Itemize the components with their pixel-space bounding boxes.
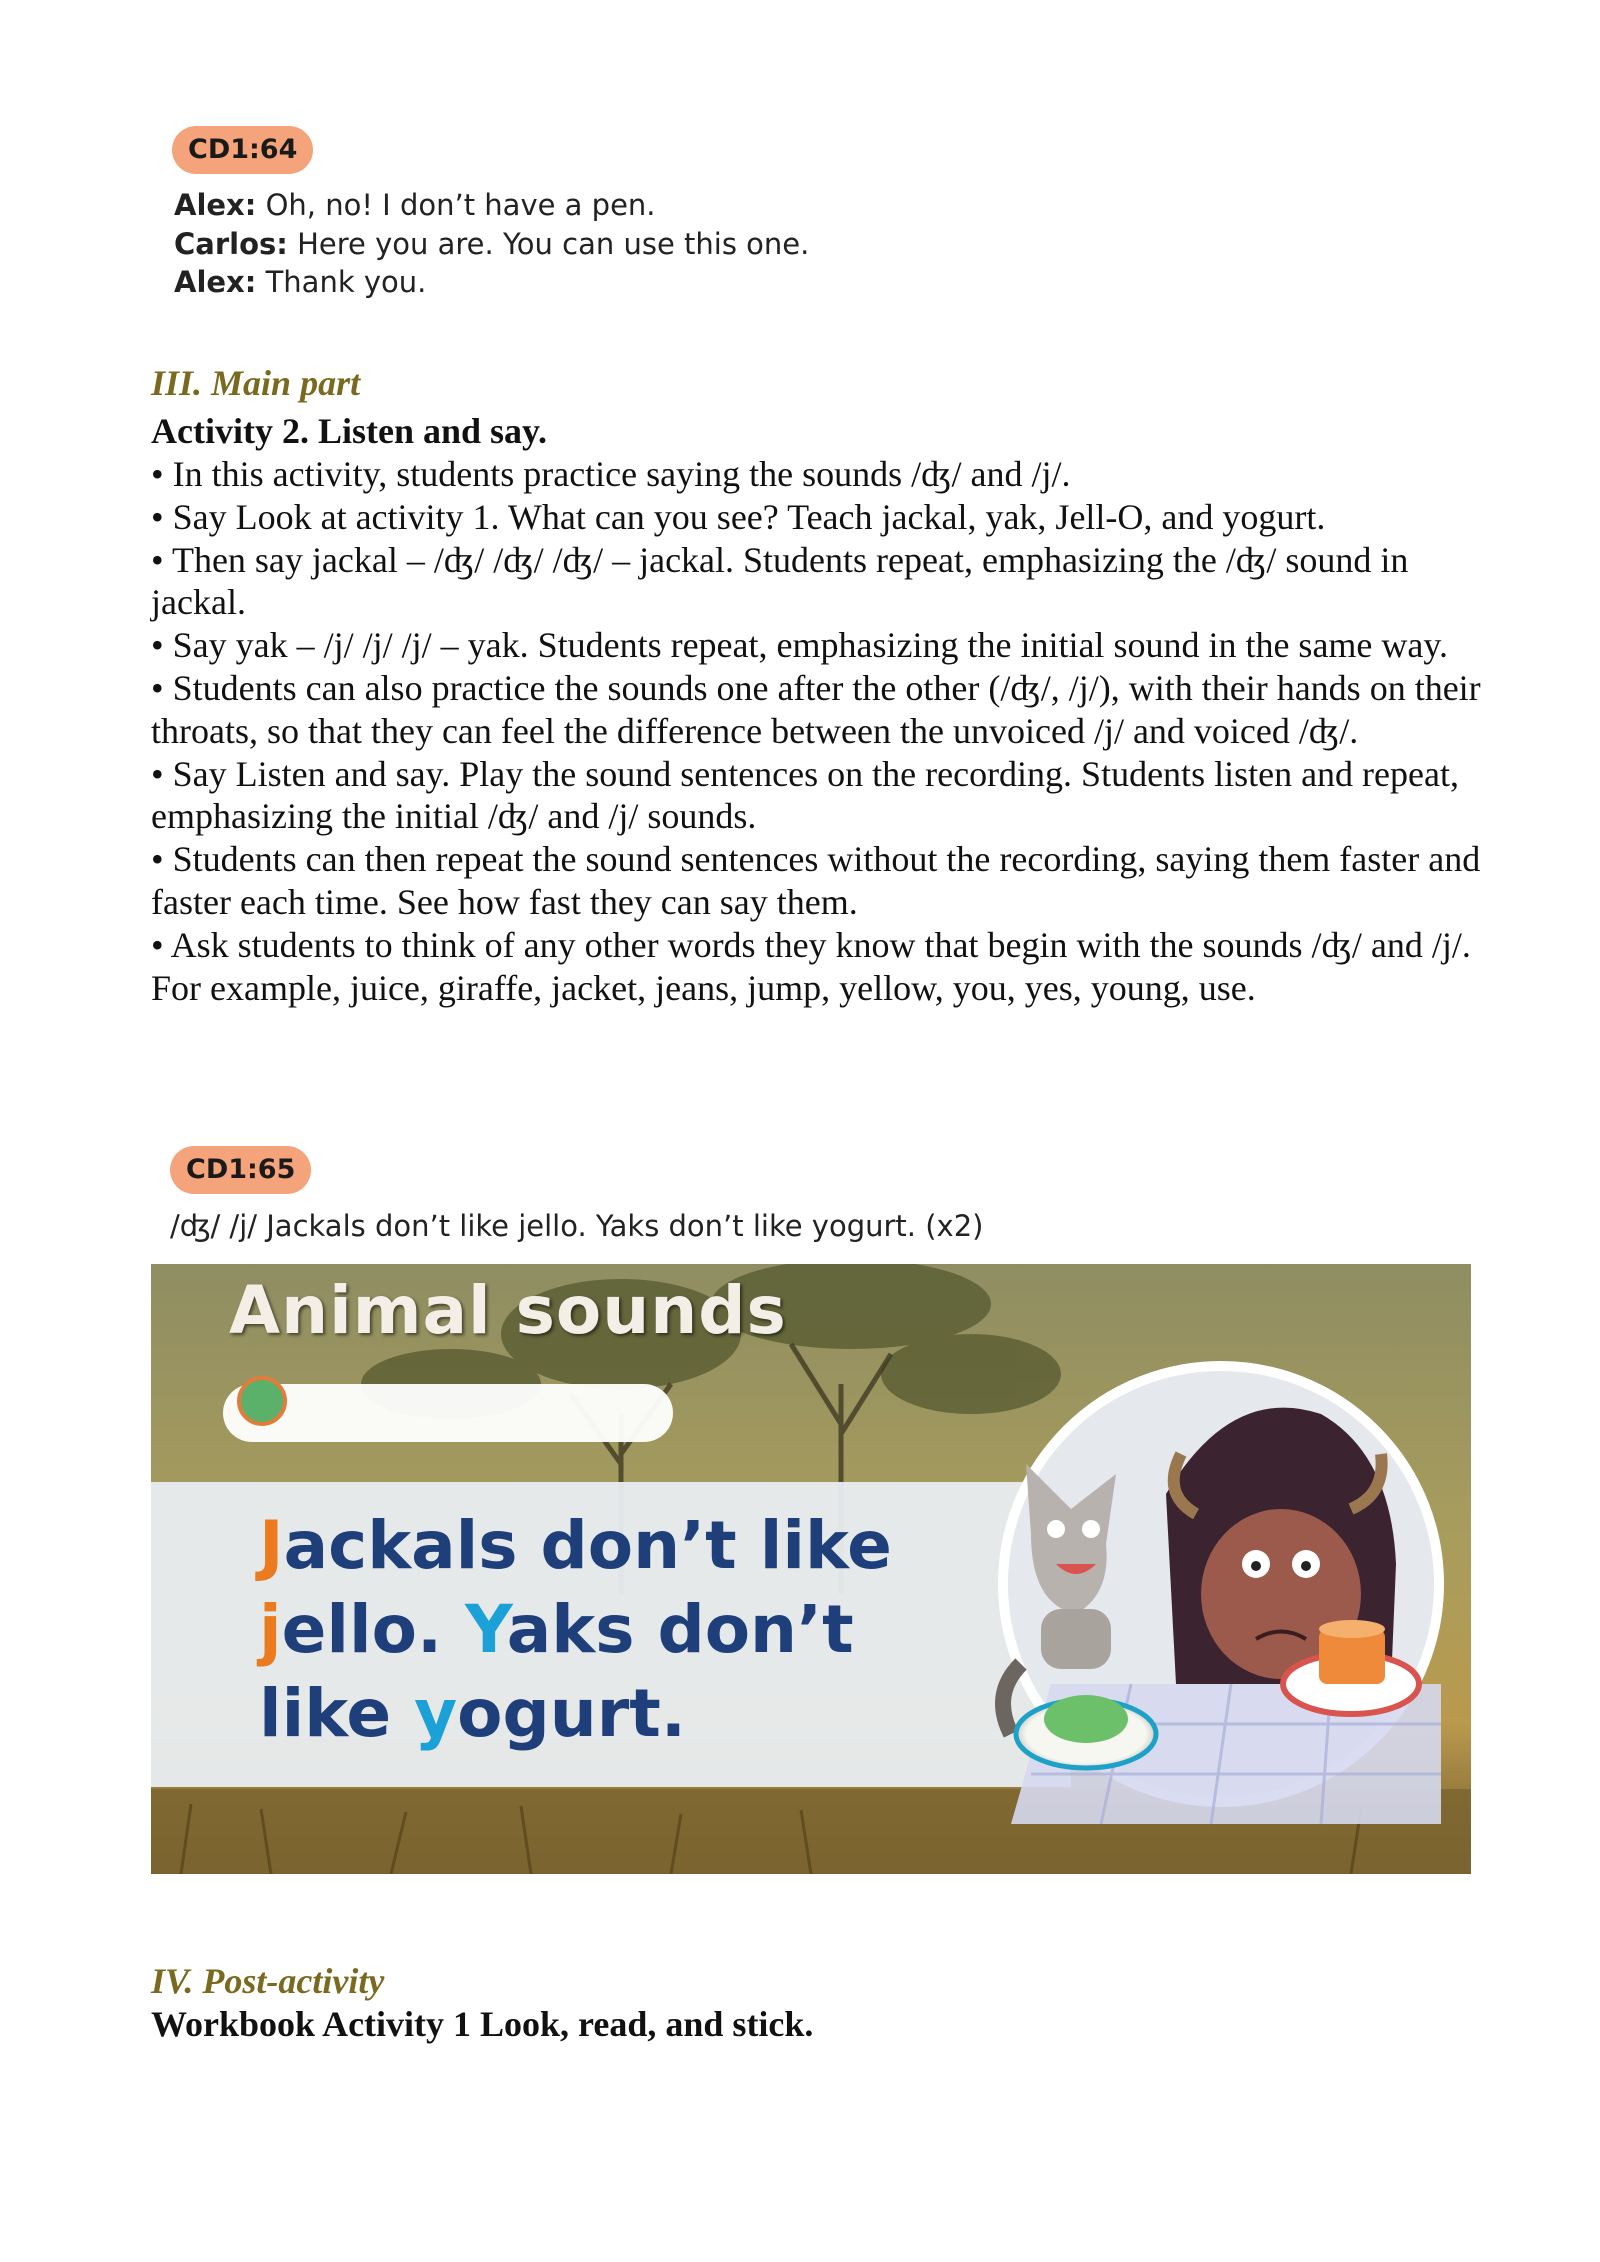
workbook-activity-title: Workbook Activity 1 Look, read, and stick. [151, 2004, 814, 2044]
banner-title: Animal sounds [229, 1272, 787, 1349]
letter-highlight: y [414, 1675, 458, 1752]
sentence-text: like [259, 1675, 415, 1752]
dialog-text: Oh, no! I don’t have a pen. [256, 188, 656, 222]
cd-track-badge: CD1:65 [170, 1146, 311, 1194]
letter-highlight: J [259, 1507, 284, 1584]
dialog-line [174, 186, 809, 225]
sentence-line [259, 1672, 892, 1756]
sentence-text: aks don’t [506, 1591, 854, 1668]
label-bar [223, 1384, 673, 1442]
sound-sentence: /ʤ/ /j/ Jackals don’t like jello. Yaks don’t like yogurt. (x2) [170, 1209, 984, 1243]
dialog-transcript [174, 186, 809, 302]
instruction-bullet: • Students can then repeat the sound sentences without the recording, saying them faster and faster each time. See how fast they can say them. [151, 839, 1481, 922]
dialog-line [174, 263, 809, 302]
instruction-bullet: • Say yak – /j/ /j/ /j/ – yak. Students repeat, emphasizing the initial sound in the same way. [151, 625, 1449, 666]
instruction-bullet: • Say Listen and say. Play the sound sentences on the recording. Students listen and repeat, emphasizing the initial /ʤ/ and /j/ sounds. [151, 753, 1459, 837]
activity-title: Activity 2. Listen and say. [151, 411, 548, 451]
dialog-line [174, 225, 809, 264]
instruction-list [151, 453, 1481, 1009]
cd-track-badge: CD1:64 [172, 126, 313, 174]
dialog-text: Here you are. You can use this one. [287, 226, 810, 261]
sound-sentence-large [259, 1504, 892, 1756]
letter-highlight: j [259, 1591, 282, 1668]
label-dot [237, 1376, 287, 1426]
main-part-heading: III. Main part [151, 363, 361, 403]
sentence-text: ello. [281, 1591, 466, 1668]
speaker-name: Alex: [174, 188, 257, 222]
animal-sounds-illustration [151, 1264, 1471, 1874]
sentence-line [259, 1588, 892, 1672]
dialog-text: Thank you. [256, 265, 427, 299]
instruction-bullet: • Ask students to think of any other words they know that begin with the sounds /ʤ/ and /j/. For example, juice, giraffe, jacket, jeans, jump, yellow, you, yes, young, use. [151, 924, 1471, 1008]
instruction-bullet: • Say Look at activity 1. What can you see? Teach jackal, yak, Jell-O, and yogurt. [151, 496, 1326, 537]
instruction-bullet: • In this activity, students practice saying the sounds /ʤ/ and /j/. [151, 454, 1071, 494]
sentence-text: ackals don’t like [283, 1507, 892, 1584]
instruction-bullet: • Then say jackal – /ʤ/ /ʤ/ /ʤ/ – jackal. Students repeat, emphasizing the /ʤ/ sound in jackal. [151, 539, 1409, 623]
post-activity-heading: IV. Post-activity [151, 1961, 385, 2001]
speaker-name: Alex: [174, 265, 257, 299]
sentence-text: ogurt. [457, 1675, 686, 1752]
letter-highlight: Y [465, 1591, 507, 1668]
sentence-line [259, 1504, 892, 1588]
instruction-bullet: • Students can also practice the sounds one after the other (/ʤ/, /j/), with their hands on their throats, so that they can feel the difference between the unvoiced /j/ and voiced /ʤ/. [151, 667, 1481, 751]
speaker-name: Carlos: [174, 226, 288, 261]
